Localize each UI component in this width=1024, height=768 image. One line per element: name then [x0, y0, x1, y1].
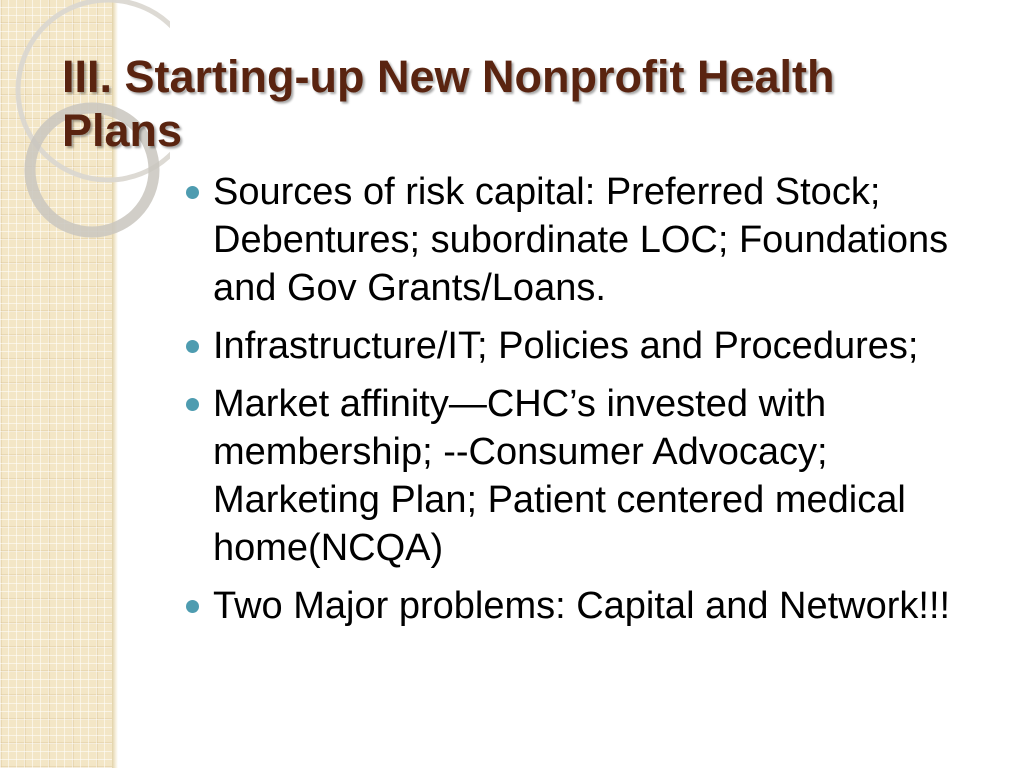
bullet-text: Two Major problems: Capital and Network!!! — [213, 585, 951, 627]
bullet-dot-icon — [186, 186, 199, 199]
bullet-dot-icon — [186, 398, 199, 411]
bullet-dot-icon — [186, 600, 199, 613]
slide-title: III. Starting-up New Nonprofit Health Plans — [62, 51, 835, 156]
bullet-text: Sources of risk capital: Preferred Stock; Debentures; subordinate LOC; Foundations and Gov Grants/Loans. — [213, 171, 949, 309]
bullet-list — [186, 168, 986, 640]
list-item — [186, 380, 986, 572]
bullet-text: Market affinity—CHC’s invested with membership; --Consumer Advocacy; Marketing Plan; Patient centered medical home(NCQA) — [213, 383, 906, 569]
bullet-text: Infrastructure/IT; Policies and Procedures; — [213, 325, 919, 367]
list-item — [186, 322, 986, 370]
list-item — [186, 582, 986, 630]
list-item — [186, 168, 986, 312]
bullet-dot-icon — [186, 340, 199, 353]
